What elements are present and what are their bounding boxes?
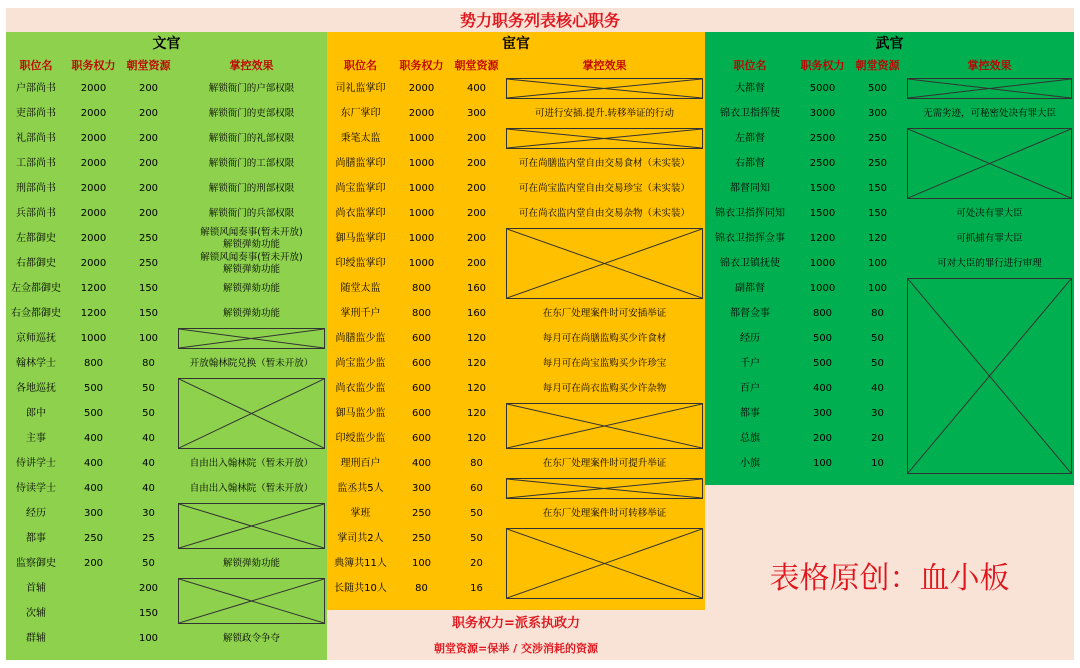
cell-resources: 16: [470, 582, 483, 594]
cell-effect: 解锁衙门的户部权限: [208, 82, 295, 94]
cell-position: 翰林学士: [16, 357, 56, 369]
cell-position: 都督同知: [730, 182, 770, 194]
empty-cell-cross: [506, 128, 703, 149]
cell-position: 尚衣监少监: [335, 382, 386, 394]
cell-position: 经历: [26, 507, 46, 519]
cell-resources: 200: [466, 132, 487, 144]
table-row: [705, 101, 1074, 126]
cell-position: 御马监少监: [335, 407, 386, 419]
cell-effect: 在东厂处理案件时可转移举证: [542, 507, 667, 519]
table-row: [6, 476, 327, 501]
cell-position: 御马监掌印: [335, 232, 386, 244]
cell-resources: 50: [871, 357, 884, 369]
cell-power: 500: [83, 407, 104, 419]
cell-position: 长随共10人: [334, 582, 387, 594]
cell-effect: 可在尚宝监内堂自由交易珍宝（未实装）: [518, 182, 690, 194]
cell-power: 1000: [408, 157, 435, 169]
cell-power: 250: [411, 507, 432, 519]
cell-resources: 40: [142, 457, 155, 469]
cell-power: 1000: [408, 182, 435, 194]
header-col-effect: 掌控效果: [967, 59, 1012, 72]
cell-position: 监丞共5人: [337, 482, 384, 494]
cell-resources: 80: [871, 307, 884, 319]
cell-resources: 200: [138, 132, 159, 144]
cell-resources: 60: [470, 482, 483, 494]
cell-power: 2000: [80, 182, 107, 194]
cell-resources: 50: [142, 557, 155, 569]
cell-power: 2000: [80, 132, 107, 144]
cell-power: 250: [411, 532, 432, 544]
cell-resources: 200: [138, 182, 159, 194]
table-row: [327, 501, 705, 526]
cell-position: 右都御史: [16, 257, 56, 269]
cell-resources: 40: [142, 432, 155, 444]
cell-position: 大都督: [735, 82, 765, 94]
cell-power: 1500: [809, 182, 836, 194]
cell-power: 1000: [809, 282, 836, 294]
cell-position: 郎中: [26, 407, 46, 419]
cell-effect: 可处决有罪大臣: [956, 207, 1023, 219]
cell-effect: 解锁衙门的刑部权限: [208, 182, 295, 194]
table-row: [6, 301, 327, 326]
empty-cell-cross: [506, 78, 703, 99]
cell-power: 600: [411, 407, 432, 419]
section-huan: [327, 32, 705, 610]
header-col-effect: 掌控效果: [582, 59, 627, 72]
cell-effect: 无需劣迹，可秘密处决有罪大臣: [922, 107, 1056, 119]
cell-power: 2000: [80, 207, 107, 219]
header-col-position: 职位名: [19, 59, 53, 72]
cell-power: 600: [411, 332, 432, 344]
empty-cell-cross: [506, 403, 703, 449]
cell-effect: 解锁弹劾功能: [222, 557, 280, 569]
table-row: [6, 176, 327, 201]
cell-power: 800: [411, 282, 432, 294]
cell-position: 礼部尚书: [16, 132, 56, 144]
cell-power: 800: [812, 307, 833, 319]
cell-effect: 解锁风闻奏事(暂未开放) 解锁弹劾功能: [200, 226, 303, 250]
cell-position: 锦衣卫指挥使: [720, 107, 780, 119]
cell-position: 户部尚书: [16, 82, 56, 94]
cell-power: 100: [812, 457, 833, 469]
cell-power: 600: [411, 382, 432, 394]
header-col-position: 职位名: [344, 59, 377, 72]
cell-resources: 150: [138, 607, 159, 619]
cell-position: 经历: [740, 332, 760, 344]
cell-power: 2000: [80, 257, 107, 269]
cell-resources: 50: [142, 382, 155, 394]
table-row: [705, 226, 1074, 251]
cell-power: 1000: [408, 207, 435, 219]
cell-position: 印绶监少监: [335, 432, 386, 444]
cell-power: 1000: [408, 132, 435, 144]
credit-text: 表格原创：血小板: [769, 561, 1010, 596]
cell-effect: 每月可在尚宝监购买少许珍宝: [542, 357, 667, 369]
empty-cell-cross: [506, 478, 703, 499]
cell-resources: 100: [867, 257, 888, 269]
cell-power: 200: [812, 432, 833, 444]
section-wu: [705, 32, 1074, 485]
table-row: [6, 76, 327, 101]
cell-position: 尚宝监少监: [335, 357, 386, 369]
cell-position: 都督佥事: [730, 307, 770, 319]
cell-resources: 250: [867, 157, 888, 169]
table-row: [705, 201, 1074, 226]
cell-position: 随堂太监: [340, 282, 381, 294]
cell-resources: 160: [466, 282, 487, 294]
cell-resources: 200: [138, 107, 159, 119]
cell-resources: 500: [867, 82, 888, 94]
cell-effect: 可在尚膳监内堂自由交易食材（未实装）: [518, 157, 690, 169]
cell-resources: 150: [138, 307, 159, 319]
table-row: [327, 151, 705, 176]
cell-position: 总旗: [740, 432, 760, 444]
header-col-power: 职务权力: [71, 59, 116, 72]
note-resources: 朝堂资源=保举 / 交涉消耗的资源: [434, 642, 598, 655]
empty-cell-cross: [506, 528, 703, 599]
cell-resources: 30: [871, 407, 884, 419]
table-row: [327, 101, 705, 126]
cell-position: 监察御史: [16, 557, 56, 569]
cell-position: 千户: [740, 357, 760, 369]
cell-power: 1000: [80, 332, 107, 344]
cell-resources: 100: [138, 632, 159, 644]
table-row: [6, 551, 327, 576]
cell-power: 2000: [408, 82, 435, 94]
section-title: 文官: [152, 36, 181, 52]
empty-cell-cross: [178, 578, 325, 624]
cell-resources: 250: [138, 232, 159, 244]
cell-power: 300: [812, 407, 833, 419]
cell-effect: 解锁风闻奏事(暂未开放) 解锁弹劾功能: [200, 251, 303, 275]
table-row: [327, 301, 705, 326]
cell-power: 2000: [80, 107, 107, 119]
cell-power: 80: [415, 582, 428, 594]
cell-position: 右都督: [735, 157, 765, 169]
cell-power: 400: [83, 432, 104, 444]
cell-position: 小旗: [740, 457, 760, 469]
cell-power: 800: [83, 357, 104, 369]
cell-power: 1200: [809, 232, 836, 244]
table-row: [327, 176, 705, 201]
cell-position: 理刑百户: [340, 457, 381, 469]
cell-effect: 解锁弹劾功能: [222, 282, 280, 294]
cell-position: 刑部尚书: [16, 182, 56, 194]
table-row: [6, 226, 327, 251]
cell-resources: 20: [470, 557, 483, 569]
cell-resources: 150: [867, 182, 888, 194]
cell-resources: 200: [466, 257, 487, 269]
table-row: [6, 276, 327, 301]
cell-resources: 80: [142, 357, 155, 369]
cell-resources: 200: [466, 182, 487, 194]
cell-effect: 自由出入翰林院（暂未开放）: [189, 457, 314, 469]
header-col-power: 职务权力: [800, 59, 845, 72]
table-row: [6, 201, 327, 226]
section-wen: [6, 32, 327, 660]
cell-resources: 200: [466, 157, 487, 169]
cell-resources: 160: [466, 307, 487, 319]
cell-position: 百户: [740, 382, 760, 394]
section-title: 武官: [875, 36, 904, 52]
cell-effect: 解锁弹劾功能: [222, 307, 280, 319]
cell-position: 典簿共11人: [334, 557, 387, 569]
cell-resources: 200: [138, 582, 159, 594]
cell-power: 600: [411, 432, 432, 444]
cell-position: 群辅: [26, 632, 46, 644]
cell-effect: 每月可在尚衣监购买少许杂物: [542, 382, 667, 394]
cell-resources: 20: [871, 432, 884, 444]
note-power: 职务权力=派系执政力: [452, 616, 580, 631]
cell-position: 锦衣卫指挥佥事: [715, 232, 785, 244]
empty-cell-cross: [506, 228, 703, 299]
cell-power: 2000: [80, 232, 107, 244]
cell-resources: 400: [466, 82, 487, 94]
cell-power: 2000: [80, 157, 107, 169]
cell-resources: 100: [867, 282, 888, 294]
cell-resources: 300: [867, 107, 888, 119]
cell-effect: 在东厂处理案件时可安插举证: [542, 307, 667, 319]
cell-effect: 解锁衙门的兵部权限: [208, 207, 295, 219]
cell-effect: 解锁衙门的工部权限: [208, 157, 295, 169]
cell-effect: 自由出入翰林院（暂未开放）: [189, 482, 314, 494]
cell-power: 500: [812, 332, 833, 344]
cell-resources: 150: [138, 282, 159, 294]
cell-power: 400: [411, 457, 432, 469]
cell-power: 1000: [809, 257, 836, 269]
cell-power: 400: [812, 382, 833, 394]
cell-position: 尚衣监掌印: [335, 207, 386, 219]
cell-effect: 每月可在尚膳监购买少许食材: [542, 332, 667, 344]
cell-power: 2000: [408, 107, 435, 119]
cell-position: 司礼监掌印: [335, 82, 386, 94]
cell-power: 300: [83, 507, 104, 519]
table-row: [6, 101, 327, 126]
cell-position: 都事: [26, 532, 46, 544]
cell-position: 侍讲学士: [16, 457, 56, 469]
cell-resources: 50: [470, 507, 483, 519]
cell-power: 1200: [80, 307, 107, 319]
table-row: [705, 251, 1074, 276]
cell-position: 掌司共2人: [337, 532, 384, 544]
cell-resources: 50: [470, 532, 483, 544]
cell-resources: 10: [871, 457, 884, 469]
cell-position: 主事: [26, 432, 46, 444]
cell-power: 100: [411, 557, 432, 569]
cell-power: 1200: [80, 282, 107, 294]
cell-effect: 可抓捕有罪大臣: [956, 232, 1023, 244]
cell-power: 400: [83, 482, 104, 494]
empty-cell-cross: [178, 378, 325, 449]
cell-effect: 解锁衙门的礼部权限: [208, 132, 295, 144]
table-row: [327, 326, 705, 351]
cell-effect: 可在尚衣监内堂自由交易杂物（未实装）: [518, 207, 690, 219]
table-row: [327, 376, 705, 401]
cell-power: 200: [83, 557, 104, 569]
cell-power: 2500: [809, 157, 836, 169]
cell-resources: 80: [470, 457, 483, 469]
cell-resources: 200: [138, 207, 159, 219]
cell-resources: 50: [142, 407, 155, 419]
header-col-resources: 朝堂资源: [454, 59, 499, 72]
header-col-resources: 朝堂资源: [126, 59, 171, 72]
cell-position: 京师巡抚: [16, 332, 56, 344]
cell-position: 尚宝监掌印: [335, 182, 386, 194]
cell-resources: 40: [871, 382, 884, 394]
table-row: [6, 251, 327, 276]
cell-position: 锦衣卫镇抚使: [720, 257, 780, 269]
table-row: [6, 151, 327, 176]
header-row: [6, 54, 327, 76]
cell-resources: 25: [142, 532, 155, 544]
cell-position: 右佥都御史: [11, 307, 61, 319]
cell-resources: 150: [867, 207, 888, 219]
cell-power: 250: [83, 532, 104, 544]
empty-cell-cross: [907, 278, 1072, 474]
cell-power: 300: [411, 482, 432, 494]
cell-power: 5000: [809, 82, 836, 94]
page-title: 势力职务列表核心职务: [459, 11, 620, 30]
cell-position: 尚膳监掌印: [335, 157, 386, 169]
header-row: [327, 54, 705, 76]
cell-position: 锦衣卫指挥同知: [715, 207, 785, 219]
cell-effect: 可进行安插.提升.转移举证的行动: [534, 107, 675, 119]
cell-effect: 解锁政令争夺: [222, 632, 280, 644]
cell-power: 800: [411, 307, 432, 319]
cell-resources: 30: [142, 507, 155, 519]
cell-position: 秉笔太监: [340, 132, 381, 144]
cell-position: 尚膳监少监: [335, 332, 386, 344]
cell-position: 都事: [740, 407, 760, 419]
cell-position: 首辅: [26, 582, 46, 594]
table-row: [6, 351, 327, 376]
cell-position: 掌班: [350, 507, 371, 519]
cell-power: 1000: [408, 257, 435, 269]
empty-cell-cross: [178, 503, 325, 549]
cell-power: 2500: [809, 132, 836, 144]
cell-resources: 200: [466, 207, 487, 219]
cell-resources: 100: [138, 332, 159, 344]
cell-position: 东厂掌印: [340, 107, 381, 119]
cell-resources: 40: [142, 482, 155, 494]
header-col-effect: 掌控效果: [229, 59, 274, 72]
table-row: [327, 351, 705, 376]
cell-position: 副都督: [735, 282, 765, 294]
table-row: [327, 201, 705, 226]
table-row: [327, 451, 705, 476]
cell-power: 1000: [408, 232, 435, 244]
empty-cell-cross: [907, 78, 1072, 99]
cell-resources: 120: [466, 357, 487, 369]
cell-resources: 200: [138, 82, 159, 94]
header-col-power: 职务权力: [399, 59, 444, 72]
empty-cell-cross: [178, 328, 325, 349]
cell-power: 600: [411, 357, 432, 369]
cell-power: 2000: [80, 82, 107, 94]
empty-cell-cross: [907, 128, 1072, 199]
cell-power: 3000: [809, 107, 836, 119]
cell-power: 500: [83, 382, 104, 394]
cell-effect: 可对大臣的罪行进行审理: [937, 257, 1042, 269]
table-row: [6, 126, 327, 151]
cell-position: 次辅: [26, 607, 46, 619]
header-col-position: 职位名: [733, 59, 767, 72]
cell-effect: 在东厂处理案件时可提升举证: [542, 457, 667, 469]
cell-resources: 200: [138, 157, 159, 169]
cell-position: 各地巡抚: [16, 382, 56, 394]
cell-resources: 250: [867, 132, 888, 144]
cell-effect: 开放翰林院兑换（暂未开放）: [189, 357, 314, 369]
cell-power: 1500: [809, 207, 836, 219]
cell-resources: 120: [466, 432, 487, 444]
cell-resources: 120: [466, 407, 487, 419]
header-col-resources: 朝堂资源: [855, 59, 900, 72]
section-title: 宦官: [502, 36, 530, 52]
cell-position: 吏部尚书: [16, 107, 56, 119]
cell-resources: 120: [867, 232, 888, 244]
cell-effect: 解锁衙门的吏部权限: [208, 107, 295, 119]
cell-position: 左佥都御史: [11, 282, 61, 294]
cell-resources: 200: [466, 232, 487, 244]
sheet: [6, 8, 1074, 660]
table-row: [6, 451, 327, 476]
cell-position: 左都督: [735, 132, 765, 144]
cell-resources: 120: [466, 382, 487, 394]
cell-resources: 120: [466, 332, 487, 344]
cell-power: 500: [812, 357, 833, 369]
header-row: [705, 54, 1074, 76]
cell-position: 兵部尚书: [16, 207, 56, 219]
cell-resources: 300: [466, 107, 487, 119]
cell-power: 400: [83, 457, 104, 469]
cell-position: 掌刑千户: [340, 307, 381, 319]
table-row: [6, 626, 327, 651]
cell-position: 工部尚书: [16, 157, 56, 169]
cell-resources: 250: [138, 257, 159, 269]
cell-position: 左都御史: [16, 232, 56, 244]
cell-position: 印绶监掌印: [335, 257, 386, 269]
cell-resources: 50: [871, 332, 884, 344]
cell-position: 侍读学士: [16, 482, 56, 494]
